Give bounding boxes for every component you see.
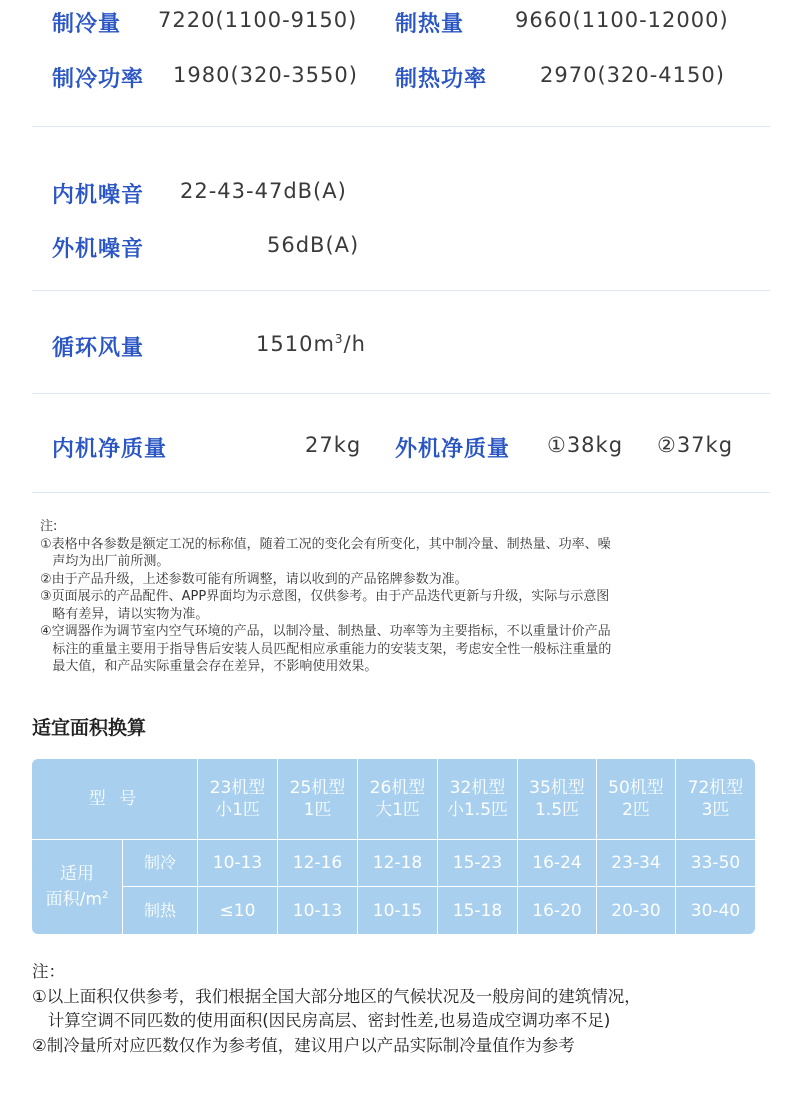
divider [32,393,770,394]
cooling-power-value: 1980(320-3550) [173,63,358,87]
model-col: 23机型 小1匹 [209,778,266,820]
heating-row-label: 制热 [143,900,176,920]
table-grid-line [675,759,676,934]
heating-power-label: 制热功率 [395,67,488,92]
outdoor-noise-value: 56dB(A) [267,233,360,257]
heating-cell: 16-20 [532,900,582,921]
cooling-capacity-label: 制冷量 [52,12,122,37]
table-grid-line [32,839,755,840]
outdoor-weight-label: 外机净质量 [395,437,511,462]
note-line: ②制冷量所对应匹数仅作为参考值，建议用户以产品实际制冷量值作为参考 [32,1035,575,1055]
table-grid-line [122,839,123,934]
model-header: 型 号 [88,789,141,809]
indoor-weight-label: 内机净质量 [52,437,168,462]
airflow-label: 循环风量 [52,336,145,361]
model-col: 32机型 小1.5匹 [446,778,509,820]
table-grid-line [437,759,438,934]
heating-cell: ≤10 [219,900,256,921]
table-grid-line [517,759,518,934]
divider [32,290,770,291]
heating-capacity-value: 9660(1100-12000) [515,8,729,32]
notes-title: 注： [32,962,65,981]
cooling-cell: 33-50 [690,853,741,873]
outdoor-weight-value-1: ①38kg [547,433,624,457]
note-line: 最大值，和产品实际重量会存在差异，不影响使用效果。 [40,659,378,674]
table-grid-line [197,759,198,934]
model-col: 26机型 大1匹 [369,778,426,820]
note-line: ②由于产品升级，上述参数可能有所调整，请以收到的产品铭牌参数为准。 [40,571,468,587]
notes-title: 注: [40,519,58,534]
cooling-cell: 12-18 [372,853,423,873]
note-line: 标注的重量主要用于指导售后安装人员匹配相应承重能力的安装支架，考虑安全性一般标注重量的 [40,641,612,657]
table-grid-line [357,759,358,934]
note-line: 声均为出厂前所测。 [40,554,170,569]
airflow-value: $1510m^3/h$ [256,332,366,356]
cooling-row-label: 制冷 [143,853,176,872]
model-col: 25机型 1匹 [289,778,346,820]
outdoor-noise-label: 外机噪音 [52,237,145,262]
heating-cell: 15-18 [452,900,503,921]
note-line: ③页面展示的产品配件、APP界面均为示意图，仅供参考。由于产品迭代更新与升级，实际与示意图 [40,589,610,604]
heating-cell: 10-13 [292,900,343,921]
table-grid-line [596,759,597,934]
heating-capacity-label: 制热量 [395,12,465,37]
table-grid-line [123,886,755,887]
section-title: 适宜面积换算 [32,717,147,739]
cooling-capacity-value: 7220(1100-9150) [158,8,358,32]
cooling-cell: 10-13 [212,853,263,873]
notes-block [40,518,611,676]
note-line: ①以上面积仅供参考，我们根据全国大部分地区的气候状况及一般房间的建筑情况， [32,986,641,1006]
indoor-noise-value: 22-43-47dB(A) [180,179,347,203]
note-line: ①表格中各参数是额定工况的标称值，随着工况的变化会有所变化，其中制冷量、制热量、功率、噪 [40,536,611,552]
table-grid-line [277,759,278,934]
heating-cell: 20-30 [611,900,661,921]
notes-block-2 [32,960,641,1058]
area-table [32,759,755,934]
heating-cell: 10-15 [372,900,423,921]
divider [32,126,770,127]
divider [32,492,770,493]
cooling-cell: 12-16 [292,853,343,873]
cooling-cell: 16-24 [532,853,582,873]
model-col: 50机型 2匹 [608,778,664,820]
cooling-power-label: 制冷功率 [52,67,145,92]
note-line: 计算空调不同匹数的使用面积(因民房高层、密封性差,也易造成空调功率不足) [32,1011,611,1030]
note-line: 略有差异，请以实物为准。 [40,606,209,622]
heating-power-value: 2970(320-4150) [540,63,725,87]
indoor-noise-label: 内机噪音 [52,183,145,208]
model-col: 35机型 1.5匹 [529,778,585,820]
cooling-cell: 15-23 [452,853,503,873]
model-col: 72机型 3匹 [687,778,744,820]
outdoor-weight-value-2: ②37kg [657,433,734,457]
indoor-weight-value: 27kg [305,433,362,457]
note-line: ④空调器作为调节室内空气环境的产品，以制冷量、制热量、功率等为主要指标，不以重量计价产品 [40,624,611,639]
area-header: 适用 面积$/m^2$ [45,864,109,910]
heating-cell: 30-40 [690,900,741,921]
cooling-cell: 23-34 [611,853,661,873]
